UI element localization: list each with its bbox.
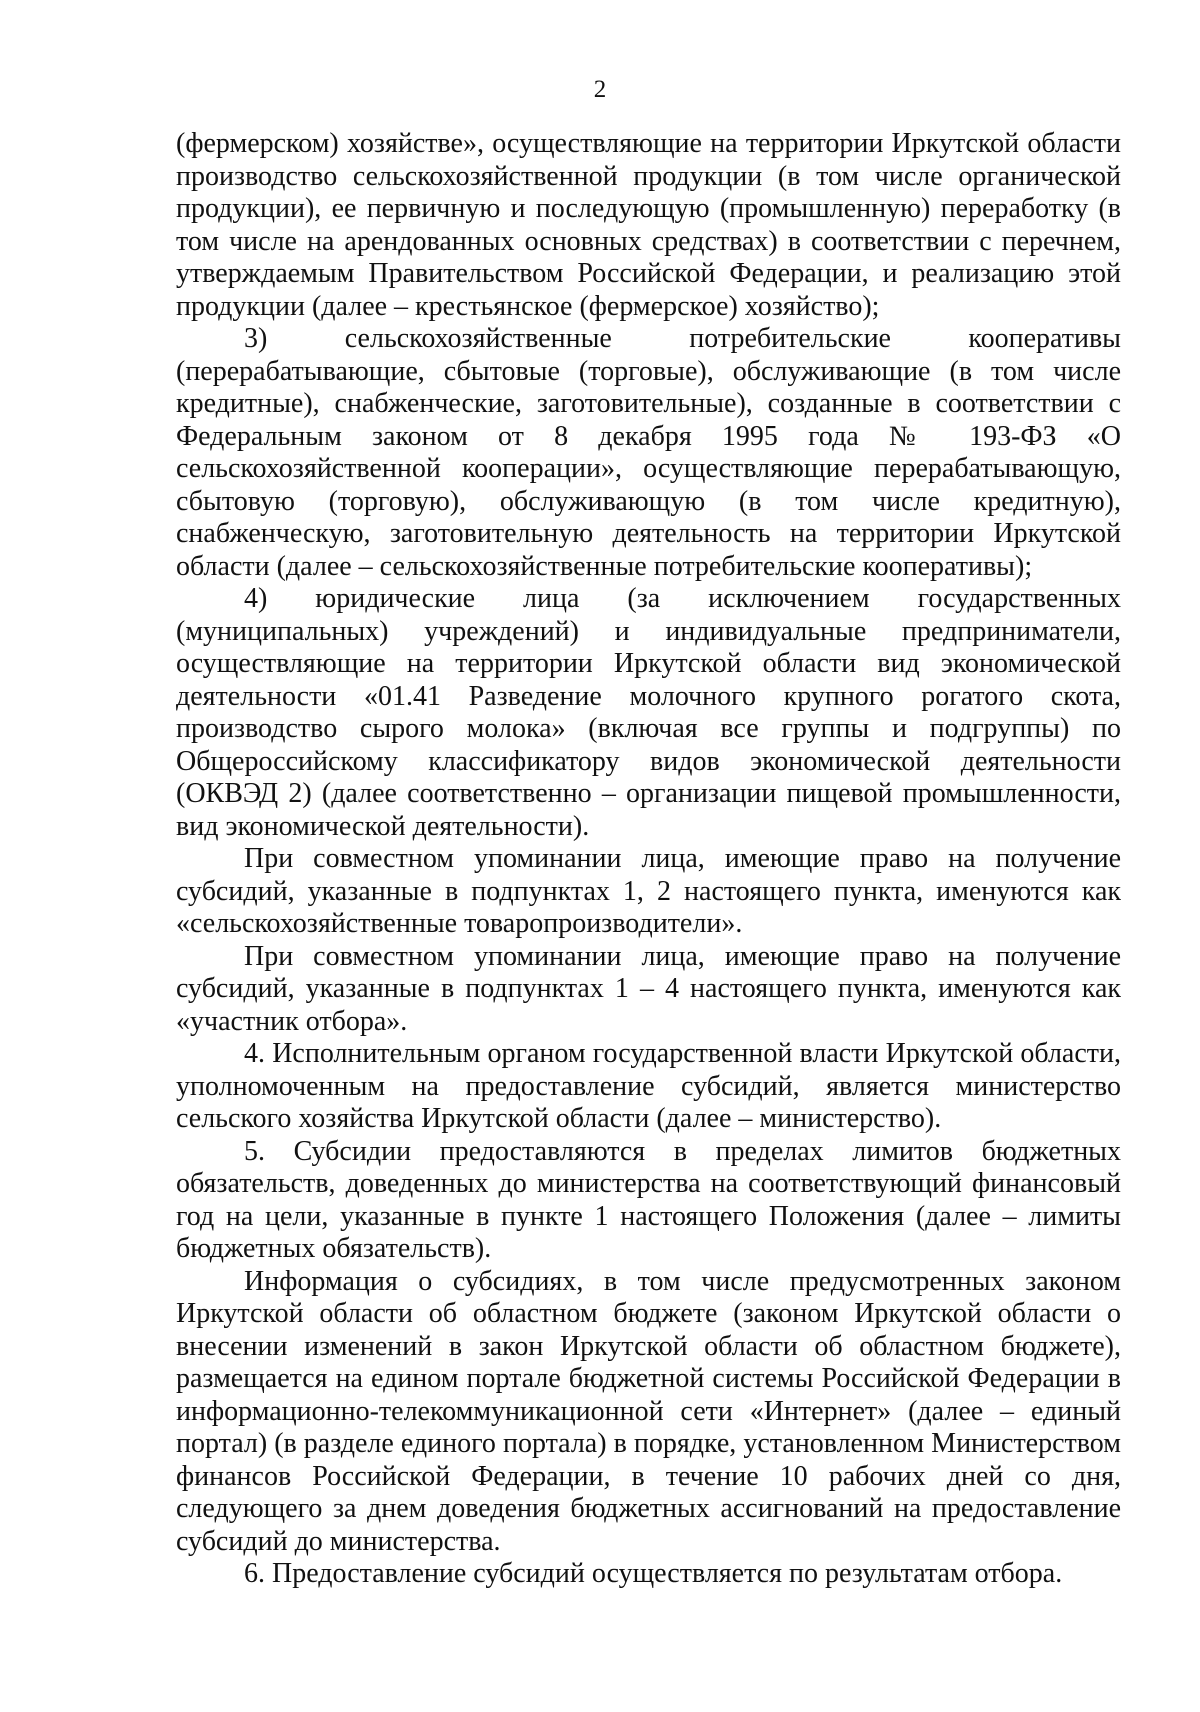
paragraph-subsidy-information: Информация о субсидиях, в том числе предусмотренных законом Иркутской области об областном бюджете (законом Иркутской области о внесении изменений в закон Иркутской области об областном бюджете), размещается на едином портале бюджетной системы Российской Федерации в информационно-телекоммуникационной сети «Интернет» (далее – единый портал) (в разделе единого портала) в порядке, установленном Министерством финансов Российской Федерации, в течение 10 рабочих дней со дня, следующего за днем доведения бюджетных ассигнований на предоставление субсидий до министерства. [176,1265,1121,1557]
page-number: 2 [593,76,607,103]
paragraph-item-6-selection: 6. Предоставление субсидий осуществляется по результатам отбора. [244,1558,1063,1589]
paragraph-agricultural-producers: При совместном упоминании лица, имеющие право на получение субсидий, указанные в подпунктах 1, 2 настоящего пункта, именуются как «сельскохозяйственные товаропроизводители». [176,843,1121,939]
paragraph-farm-continuation: (фермерском) хозяйстве», осуществляющие на территории Иркутской области производство сельскохозяйственной продукции (в том числе органической продукции), ее первичную и последующую (промышленную) переработку (в том числе на арендованных основных средствах) в соответствии с перечнем, утверждаемым Правительством Российской Федерации, и реализацию этой продукции (далее – крестьянское (фермерское) хозяйство); [176,128,1121,322]
paragraph-item-4-legal-entities: 4) юридические лица (за исключением государственных (муниципальных) учреждений) и индивидуальные предприниматели, осуществляющие на территории Иркутской области вид экономической деятельности «01.41 Разведение молочного крупного рогатого скота, производство сырого молока» (включая все группы и подгруппы) по Общероссийскому классификатору видов экономической деятельности (ОКВЭД 2) (далее соответственно – организации пищевой промышленности, вид экономической деятельности). [176,583,1121,842]
paragraph-item-3-cooperatives: 3) сельскохозяйственные потребительские кооперативы (перерабатывающие, сбытовые (торговые), обслуживающие (в том числе кредитные), снабженческие, заготовительные), созданные в соответствии с Федеральным законом от 8 декабря 1995 года № 193-ФЗ «О сельскохозяйственной кооперации», осуществляющие перерабатывающую, сбытовую (торговую), обслуживающую (в том числе кредитную), снабженческую, заготовительную деятельность на территории Иркутской области (далее – сельскохозяйственные потребительские кооперативы); [176,323,1121,582]
paragraph-selection-participant: При совместном упоминании лица, имеющие право на получение субсидий, указанные в подпунктах 1 – 4 настоящего пункта, именуются как «участник отбора». [176,940,1121,1037]
paragraph-item-4-ministry: 4. Исполнительным органом государственной власти Иркутской области, уполномоченным на предоставление субсидий, является министерство сельского хозяйства Иркутской области (далее – министерство). [176,1038,1121,1134]
paragraph-item-5-budget-limits: 5. Субсидии предоставляются в пределах лимитов бюджетных обязательств, доведенных до министерства на соответствующий финансовый год на цели, указанные в пункте 1 настоящего Положения (далее – лимиты бюджетных обязательств). [176,1135,1121,1264]
document-body [176,128,1121,1591]
